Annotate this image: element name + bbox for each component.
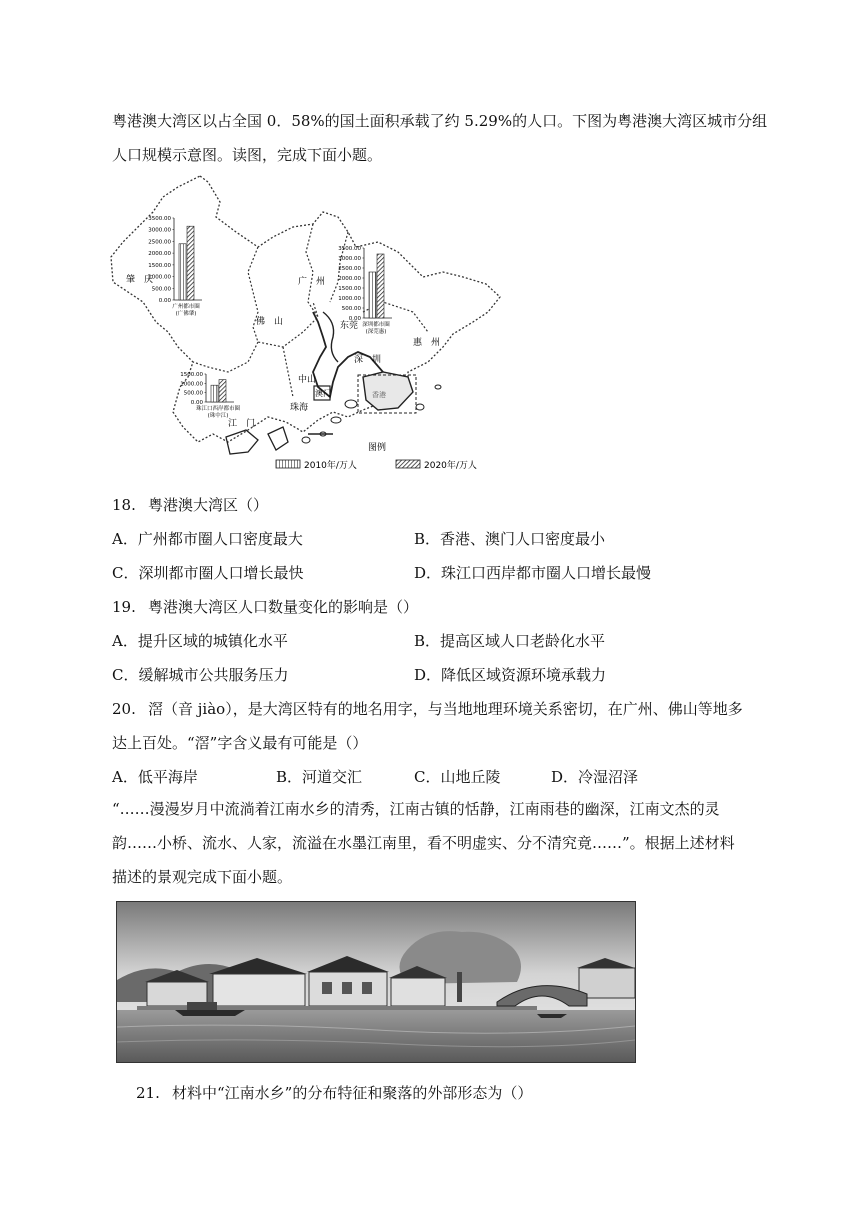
label-zhongshan: 中山 (298, 375, 317, 385)
chart-caption: 珠江口西岸都市圈 (195, 406, 241, 412)
label-shenzhen: 深 圳 (354, 355, 382, 365)
bar-2010 (369, 272, 376, 318)
q19-option-a[interactable]: A．提升区域的城镇化水平 (112, 632, 288, 650)
label-guangzhou: 广 州 (298, 277, 326, 287)
q19-stem (112, 596, 418, 618)
q20-option-d[interactable]: D．冷湿沼泽 (551, 768, 639, 786)
chart-tick-label: 1500.00 (180, 372, 203, 378)
chart-tick-label: 1500.00 (338, 286, 361, 292)
estuary-inner (323, 312, 338, 362)
chart-tick-label: 1000.00 (148, 274, 171, 281)
q19-number: 19. (112, 598, 136, 616)
q21-number: 21. (136, 1084, 160, 1102)
chart-tick-label: 3000.00 (338, 256, 361, 262)
population-map-figure (108, 172, 508, 478)
label-huizhou: 惠 州 (413, 338, 441, 348)
chart-caption-sub: (广佛肇) (175, 311, 197, 317)
q20-option-c[interactable]: C．山地丘陵 (414, 768, 501, 786)
chart-tick-label: 500.00 (341, 306, 361, 312)
island-6 (302, 437, 310, 443)
bay-area-map (108, 172, 508, 478)
label-dongguan: 东莞 (340, 321, 359, 331)
bar-2010 (211, 385, 218, 402)
bar-2020 (377, 254, 384, 318)
q20-option-a[interactable]: A．低平海岸 (112, 768, 198, 786)
legend-label-2010: 2010年/万人 (304, 461, 357, 471)
legend-swatch-2010 (276, 460, 300, 468)
island-8 (416, 404, 424, 410)
q18-option-b[interactable]: B．香港、澳门人口密度最小 (414, 530, 606, 548)
q18-text: 粤港澳大湾区（） (148, 496, 269, 514)
intro2-line-2: 韵……小桥、流水、人家，流溢在水墨江南里，看不明虚实、分不清究竟……”。根据上述材料 (112, 834, 735, 852)
q18-number: 18. (112, 496, 136, 514)
chart-tick-label: 3500.00 (148, 216, 171, 222)
chart-tick-label: 500.00 (151, 286, 171, 293)
chart-tick-label: 500.00 (183, 390, 203, 397)
q21-stem (136, 1082, 532, 1104)
chart-tick-label: 2500.00 (338, 266, 361, 272)
bar-2010 (179, 244, 186, 300)
q19-text: 粤港澳大湾区人口数量变化的影响是（） (148, 598, 419, 616)
chart-caption-sub: (珠中江) (207, 413, 229, 419)
island-2 (345, 400, 357, 408)
q21-text: 材料中“江南水乡”的分布特征和聚落的外部形态为（） (172, 1084, 533, 1102)
bar-2020 (187, 226, 194, 300)
chart-caption: 广州都市圈 (172, 304, 200, 310)
chart-caption-sub: (深莞惠) (365, 329, 387, 335)
q18-option-d[interactable]: D．珠江口西岸都市圈人口增长最慢 (414, 564, 652, 582)
intro-text-line-1: 粤港澳大湾区以占全国 0．58%的国土面积承载了约 5.29%的人口。下图为粤港澳大湾区城市分组 (112, 112, 768, 130)
q18-stem (112, 494, 268, 516)
chart-tick-label: 1000.00 (338, 296, 361, 302)
label-zhaoqing: 肇 庆 (126, 275, 154, 285)
q19-option-c[interactable]: C．缓解城市公共服务压力 (112, 666, 289, 684)
q20-stem-line-2: 达上百处。“滘”字含义最有可能是（） (112, 734, 368, 752)
chart-tick-label: 3500.00 (338, 246, 361, 252)
chart-tick-label: 2000.00 (338, 276, 361, 282)
q20-stem-line-1 (112, 698, 743, 720)
water-town-illustration (117, 902, 635, 1062)
water-town-photo (116, 901, 636, 1063)
legend-label-2020: 2020年/万人 (424, 461, 477, 471)
label-macau: 澳门 (315, 389, 331, 398)
map-inner-boundary-5 (193, 342, 258, 372)
island-9 (435, 385, 441, 389)
map-inner-boundary-2 (306, 224, 318, 317)
chart-tick-label: 2500.00 (148, 239, 171, 246)
chart-tick-label: 0.00 (190, 400, 203, 406)
map-inner-boundary-1 (248, 247, 318, 347)
intro-text-line-2: 人口规模示意图。读图，完成下面小题。 (112, 146, 383, 164)
boat-1 (175, 1010, 245, 1016)
chart-tick-label: 0.00 (158, 298, 171, 304)
legend-swatch-2020 (396, 460, 420, 468)
chart-tick-label: 3000.00 (148, 227, 171, 234)
chart-tick-label: 1000.00 (180, 381, 203, 388)
island-5 (268, 427, 288, 450)
q19-option-b[interactable]: B．提高区域人口老龄化水平 (414, 632, 606, 650)
island-3 (331, 417, 341, 423)
chart-caption: 深圳都市圈 (362, 322, 390, 328)
label-jiangmen: 江 门 (228, 419, 256, 429)
q18-option-a[interactable]: A．广州都市圈人口密度最大 (112, 530, 303, 548)
island-1 (363, 372, 413, 410)
chart-tick-label: 0.00 (348, 316, 361, 322)
q19-option-d[interactable]: D．降低区域资源环境承载力 (414, 666, 607, 684)
q20-text-1: 滘（音 jiào），是大湾区特有的地名用字，与当地地理环境关系密切，在广州、佛山等地多 (148, 700, 743, 718)
intro2-line-3: 描述的景观完成下面小题。 (112, 868, 293, 886)
chart-tick-label: 1500.00 (148, 262, 171, 269)
label-zhuhai: 珠海 (290, 403, 309, 413)
q18-option-c[interactable]: C．深圳都市圈人口增长最快 (112, 564, 304, 582)
map-inner-boundary-6 (283, 347, 293, 397)
label-foshan: 佛 山 (256, 317, 284, 327)
chart-tick-label: 2000.00 (148, 251, 171, 258)
intro2-line-1: “……漫漫岁月中流淌着江南水乡的清秀，江南古镇的恬静，江南雨巷的幽深，江南文杰的灵 (112, 800, 720, 818)
guangzhou-metro-chart (148, 216, 202, 317)
bar-2020 (219, 380, 226, 402)
q20-number: 20. (112, 700, 136, 718)
legend-title: 图例 (368, 443, 387, 453)
q20-option-b[interactable]: B．河道交汇 (276, 768, 363, 786)
west-bank-metro-chart (180, 372, 240, 419)
label-hongkong: 香港 (372, 391, 386, 399)
